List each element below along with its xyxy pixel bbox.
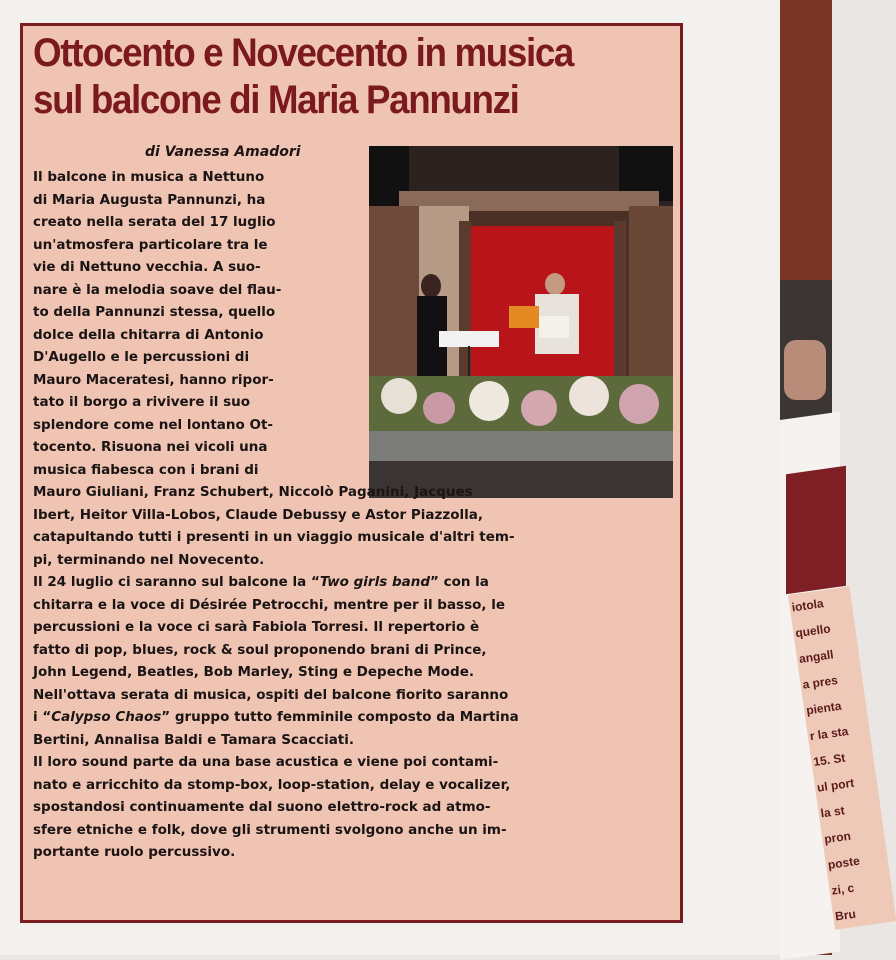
text-line: dolce della chitarra di Antonio: [33, 326, 264, 343]
text-line: chitarra e la voce di Désirée Petrocchi, mentre per il basso, le: [33, 596, 506, 613]
text-fragment: i “: [33, 709, 52, 725]
adjacent-line: iotola: [790, 596, 825, 615]
paragraph-3: [33, 751, 683, 864]
text-line: [33, 571, 683, 594]
text-line: Mauro Giuliani, Franz Schubert, Niccolò Paganini, Jacques: [33, 484, 473, 500]
text-line: di Maria Augusta Pannunzi, ha: [33, 191, 266, 208]
text-line: Ibert, Heitor Villa-Lobos, Claude Debussy e Astor Piazzolla,: [33, 506, 483, 523]
text-line: tato il borgo a rivivere il suo: [33, 394, 251, 410]
byline: di Vanessa Amadori: [145, 144, 301, 160]
adjacent-line: r la sta: [808, 724, 850, 744]
adjacent-line: quello: [794, 621, 832, 641]
text-fragment: ” gruppo tutto femminile composto da Martina: [161, 709, 519, 725]
text-line: [33, 706, 683, 729]
adjacent-line: Bru: [834, 906, 857, 924]
text-line: splendore come nel lontano Ot-: [33, 416, 274, 433]
paragraph-1-wide: [33, 481, 683, 571]
text-line: Il balcone in musica a Nettuno: [33, 169, 265, 185]
adjacent-line: poste: [827, 853, 861, 872]
text-line: sfere etniche e folk, dove gli strumenti svolgono anche un im-: [33, 821, 507, 838]
text-line: spostandosi continuamente dal suono elettro-rock ad atmo-: [33, 799, 491, 815]
text-line: Il loro sound parte da una base acustica e viene poi contami-: [33, 754, 499, 770]
paragraph-2: [33, 571, 683, 751]
text-line: nato e arricchito da stomp-box, loop-station, delay e vocalizer,: [33, 776, 511, 793]
adjacent-line: a pres: [801, 672, 839, 692]
text-line: Mauro Maceratesi, hanno ripor-: [33, 371, 274, 388]
title-line-2: sul balcone di Maria Pannunzi: [33, 78, 519, 122]
adjacent-line: ul port: [816, 775, 856, 795]
text-line: un'atmosfera particolare tra le: [33, 236, 268, 253]
text-line: pi, terminando nel Novecento.: [33, 551, 265, 568]
text-line: fatto di pop, blues, rock & soul proponendo brani di Prince,: [33, 641, 487, 658]
adjacent-line: pron: [823, 828, 852, 847]
text-line: tocento. Risuona nei vicoli una: [33, 439, 268, 455]
adjacent-title-block: [786, 466, 846, 594]
text-line: Nell'ottava serata di musica, ospiti del balcone fiorito saranno: [33, 686, 509, 703]
text-fragment: ” con la: [430, 574, 489, 590]
paragraph-1-narrow: [33, 166, 363, 481]
article-body: [33, 166, 683, 864]
text-line: John Legend, Beatles, Bob Marley, Sting e Depeche Mode.: [33, 664, 474, 680]
text-line: catapultando tutti i presenti in un viaggio musicale d'altri tem-: [33, 529, 515, 545]
text-line: D'Augello e le percussioni di: [33, 349, 250, 365]
adjacent-line: pienta: [805, 698, 843, 718]
adjacent-line: 15. St: [812, 750, 847, 770]
article-box: [20, 23, 683, 923]
text-line: to della Pannunzi stessa, quello: [33, 304, 276, 320]
adjacent-line: angall: [798, 647, 835, 667]
title-line-1: Ottocento e Novecento in musica: [33, 31, 574, 75]
text-line: creato nella serata del 17 luglio: [33, 214, 276, 230]
text-fragment: Il 24 luglio ci saranno sul balcone la “: [33, 574, 320, 590]
article-title: [33, 30, 631, 124]
adjacent-photo-detail: [784, 340, 826, 400]
text-line: vie di Nettuno vecchia. A suo-: [33, 259, 261, 275]
text-line: percussioni e la voce ci sarà Fabiola Torresi. Il repertorio è: [33, 619, 480, 635]
text-line: musica fiabesca con i brani di: [33, 461, 259, 478]
text-line: Bertini, Annalisa Baldi e Tamara Scacciati.: [33, 731, 355, 748]
adjacent-line: la st: [819, 803, 846, 821]
adjacent-page: [780, 0, 861, 955]
band-name: Calypso Chaos: [51, 709, 162, 725]
adjacent-line: zi, c: [830, 880, 856, 898]
band-name: Two girls band: [319, 574, 430, 590]
text-line: nare è la melodia soave del flau-: [33, 281, 282, 298]
text-line: portante ruolo percussivo.: [33, 844, 236, 860]
